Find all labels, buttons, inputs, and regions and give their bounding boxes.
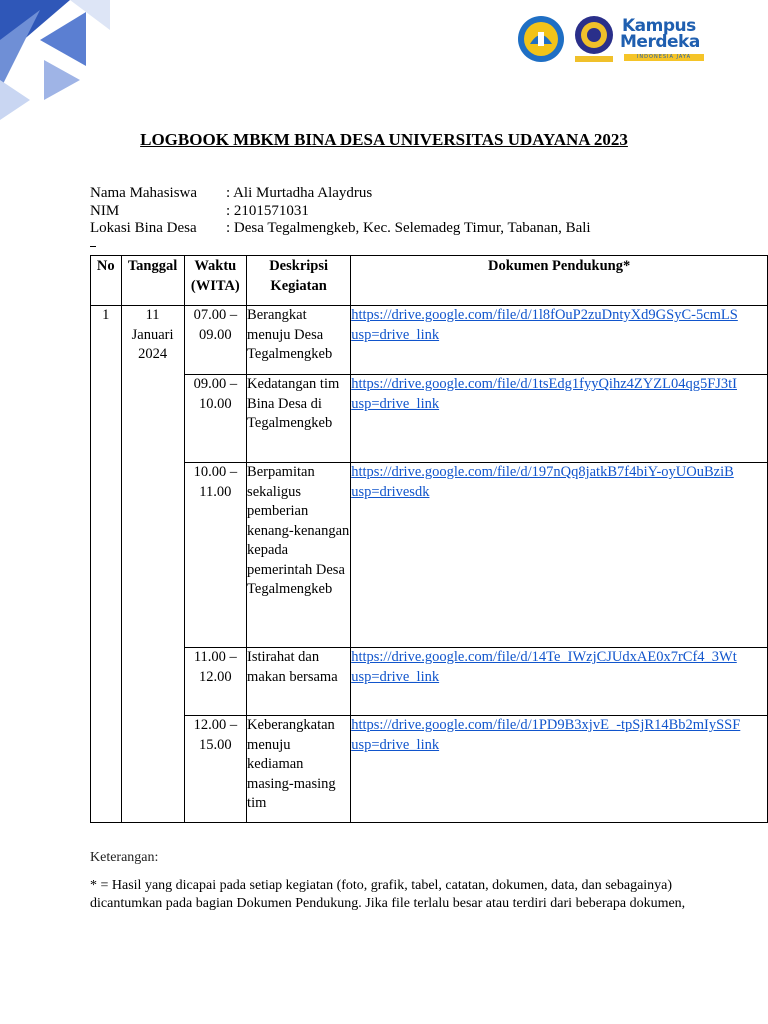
document-link[interactable] — [351, 306, 767, 345]
document-link-line1: https://drive.google.com/file/d/1l8fOuP2zuDntyXd9GSyC-5cmLS — [351, 307, 738, 323]
cell-dokumen — [351, 375, 768, 463]
header-dokumen: Dokumen Pendukung* — [351, 256, 768, 306]
cell-waktu: 07.00 – 09.00 — [184, 306, 246, 375]
document-link[interactable] — [351, 463, 767, 502]
document-link[interactable] — [351, 375, 767, 414]
document-link-line1: https://drive.google.com/file/d/197nQq8jatkB7f4biY-oyUOuBziB — [351, 464, 734, 480]
corner-decoration — [0, 0, 110, 130]
kampus-merdeka-line2: Merdeka — [620, 32, 700, 52]
cell-deskripsi: Istirahat dan makan bersama — [247, 648, 351, 716]
document-link-line2: usp=drive_link — [351, 395, 440, 412]
document-link[interactable] — [351, 716, 767, 755]
document-link-line2: usp=drive_link — [351, 326, 440, 343]
document-link-line2: usp=drive_link — [351, 668, 440, 685]
table-header-row — [91, 256, 768, 306]
document-link[interactable] — [351, 648, 767, 687]
header-deskripsi: Deskripsi Kegiatan — [247, 256, 351, 306]
cell-dokumen — [351, 463, 768, 648]
cell-deskripsi: Berangkat menuju Desa Tegalmengkeb — [247, 306, 351, 375]
header-waktu: Waktu (WITA) — [184, 256, 246, 306]
document-title: LOGBOOK MBKM BINA DESA UNIVERSITAS UDAYANA 2023 — [140, 130, 628, 149]
header-logos — [516, 12, 706, 68]
universitas-udayana-logo — [572, 14, 616, 64]
header-no: No — [91, 256, 122, 306]
info-value-lokasi: : Desa Tegalmengkeb, Kec. Selemadeg Timur, Tabanan, Bali — [226, 220, 591, 236]
cell-deskripsi: Keberangkatan menuju kediaman masing-masing tim — [247, 716, 351, 823]
table-row — [91, 648, 768, 716]
info-row-nama — [90, 185, 591, 203]
document-link-line2: usp=drive_link — [351, 736, 440, 753]
info-value-nim: : 2101571031 — [226, 202, 309, 219]
info-label-nama: Nama Mahasiswa — [90, 185, 198, 201]
tut-wuri-handayani-logo — [516, 14, 566, 64]
table-row — [91, 375, 768, 463]
document-link-line1: https://drive.google.com/file/d/1PD9B3xjvE_-tpSjR14Bb2mIySSF — [351, 717, 741, 733]
info-value-nama: : Ali Murtadha Alaydrus — [226, 185, 373, 201]
header-tanggal: Tanggal — [121, 256, 184, 306]
notes-text: * = Hasil yang dicapai pada setiap kegiatan (foto, grafik, tabel, catatan, dokumen, data, dan sebagainya) dicantumkan pada bagian Dokumen Pendukung. Jika file terlalu besar atau terdiri dari beberapa dokumen, — [90, 878, 686, 911]
cell-dokumen — [351, 716, 768, 823]
stray-dash — [90, 246, 96, 247]
cell-waktu: 11.00 – 12.00 — [184, 648, 246, 716]
kampus-merdeka-tagline-bar — [624, 54, 704, 61]
kampus-merdeka-line1: Kampus — [622, 16, 696, 36]
logbook-table — [90, 255, 768, 823]
cell-deskripsi: Berpamitan sekaligus pemberian kenang-kenangan kepada pemerintah Desa Tegalmengkeb — [247, 463, 351, 648]
cell-no: 1 — [91, 306, 122, 823]
info-label-nim: NIM — [90, 202, 120, 219]
table-row — [91, 716, 768, 823]
kampus-merdeka-logo — [618, 18, 708, 64]
kampus-merdeka-tagline: INDONESIA JAYA — [636, 54, 692, 60]
table-row — [91, 463, 768, 648]
document-link-line1: https://drive.google.com/file/d/14Te_IWzjCJUdxAE0x7rCf4_3Wt — [351, 649, 737, 665]
cell-deskripsi: Kedatangan tim Bina Desa di Tegalmengkeb — [247, 375, 351, 463]
info-row-nim — [90, 203, 591, 221]
info-label-lokasi: Lokasi Bina Desa — [90, 220, 197, 236]
cell-dokumen — [351, 648, 768, 716]
table-row — [91, 306, 768, 375]
info-row-lokasi — [90, 220, 591, 238]
notes-label: Keterangan: — [90, 850, 159, 865]
student-info — [90, 185, 591, 238]
document-link-line2: usp=drivesdk — [351, 483, 430, 500]
cell-waktu: 09.00 – 10.00 — [184, 375, 246, 463]
cell-waktu: 10.00 – 11.00 — [184, 463, 246, 648]
cell-dokumen — [351, 306, 768, 375]
document-link-line1: https://drive.google.com/file/d/1tsEdg1fyyQihz4ZYZL04qg5FJ3tI — [351, 376, 738, 392]
cell-tanggal: 11 Januari 2024 — [121, 306, 184, 823]
cell-waktu: 12.00 – 15.00 — [184, 716, 246, 823]
